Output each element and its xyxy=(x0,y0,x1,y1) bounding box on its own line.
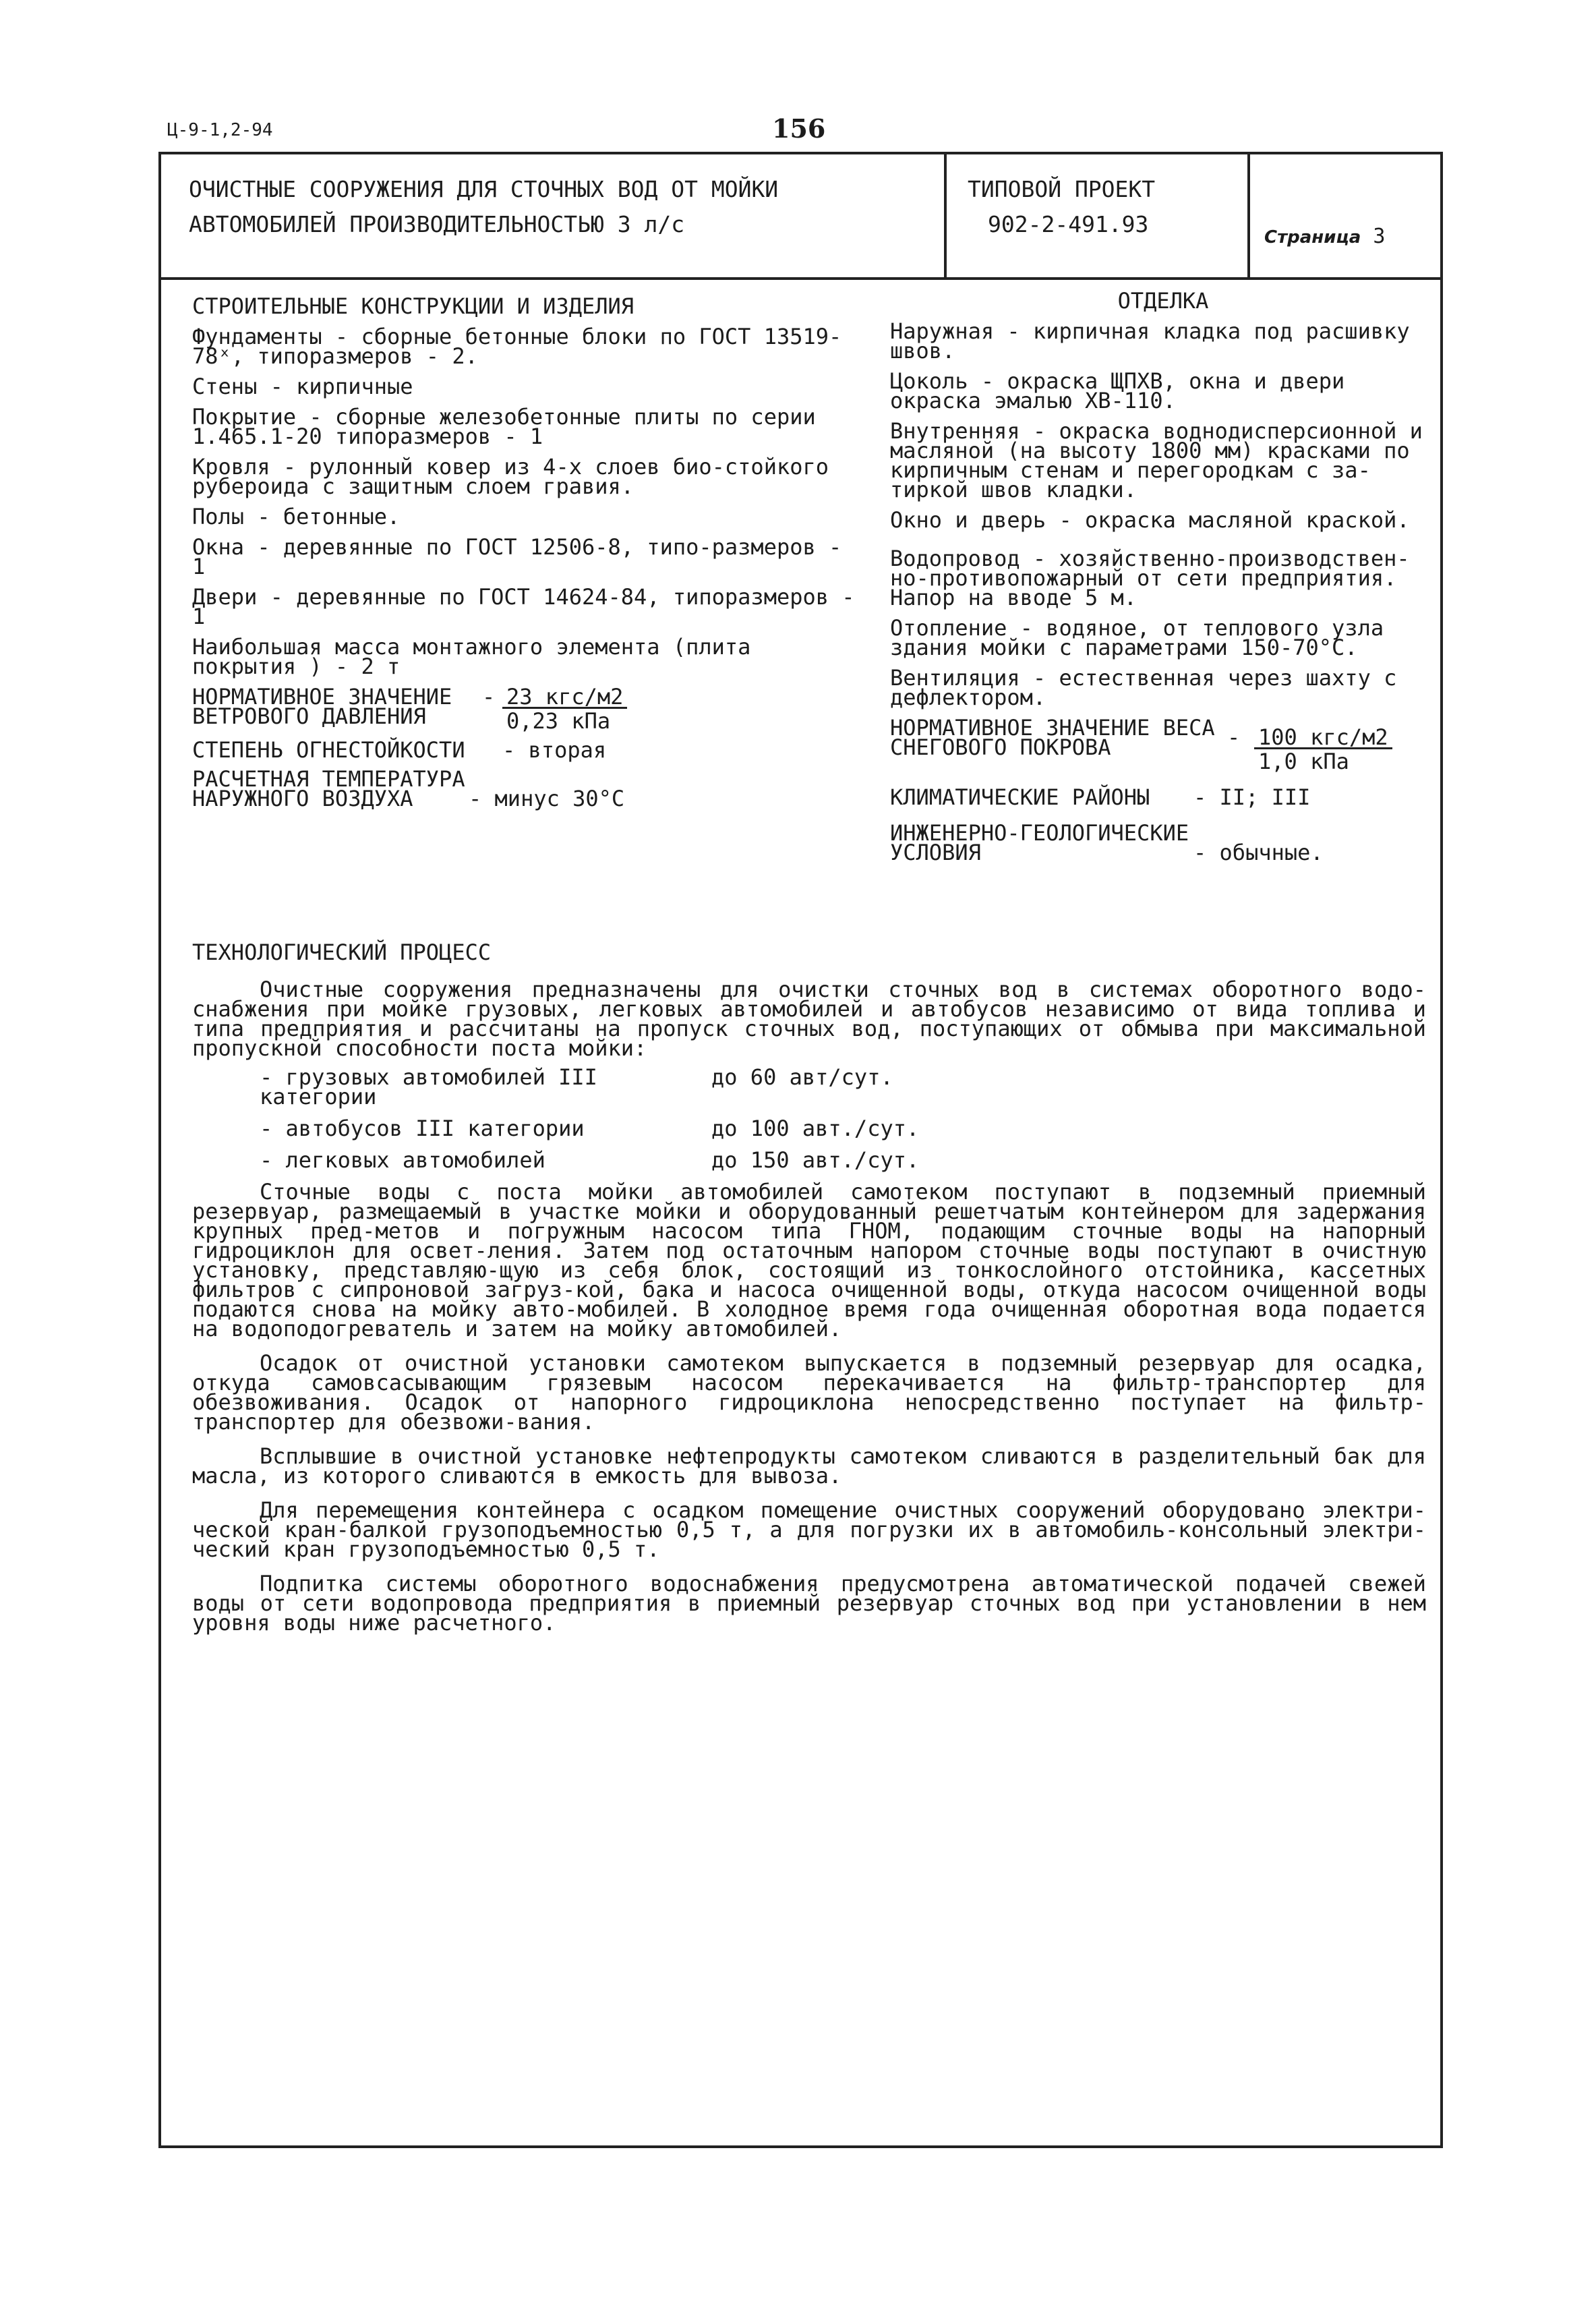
constructions-section xyxy=(192,293,866,811)
finishing-item: Вентиляция - естественная через шахту с дефлектором. xyxy=(890,665,1397,710)
throughput-type: - легковых автомобилей xyxy=(260,1147,545,1173)
process-section xyxy=(192,940,1426,1642)
climate-regions xyxy=(890,784,1436,810)
finishing-item: Отопление - водяное, от теплового узла здания мойки с параметрами 150-70°С. xyxy=(890,615,1384,660)
constructions-item: Фундаменты - сборные бетонные блоки по ГОСТ 13519-78ˣ, типоразмеров - 2. xyxy=(192,324,842,369)
process-paragraph: Сточные воды с поста мойки автомобилей самотеком поступают в подземный приемный резервуар, размещаемый в участке мойки и оборудованный решетчатым контейнером для задержания крупных пред-метов и погружным насосом типа ГНОМ, подающим сточные воды на напорный гидроциклон для освет-ления. Затем под остаточным напором сточные воды поступают в очистную установку, представляю-щую из себя блок, состоящий из тонкослойного отстойника, кассетных фильтров с сипроновой загруз-кой, бака и насоса очищенной воды, откуда насосом очищенной воды подаются снова на мойку авто-мобилей. В холодное время года очищенная оборотная вода подается на водоподогреватель и затем на мойку автомобилей. xyxy=(192,1179,1426,1341)
finishing-section xyxy=(890,288,1436,865)
snow-load-kgs: 100 кгс/м2 xyxy=(1254,728,1392,749)
geological-conditions-value: - обычные. xyxy=(1193,840,1324,865)
geological-conditions xyxy=(890,820,1436,865)
project-title-line-1: ОЧИСТНЫЕ СООРУЖЕНИЯ ДЛЯ СТОЧНЫХ ВОД ОТ МОЙКИ xyxy=(189,176,779,202)
process-intro: Очистные сооружения предназначены для очистки сточных вод в системах оборотного водо-снабжения при мойке грузовых, легковых автомобилей и автобусов независимо от вида топлива и типа предприятия и рассчитаны на пропуск сточных вод, поступающих от обмыва при максимальной пропускной способности поста мойки: xyxy=(192,977,1426,1061)
design-temperature xyxy=(192,766,866,811)
design-temperature-label: РАСЧЕТНАЯ ТЕМПЕРАТУРА НАРУЖНОГО ВОЗДУХА xyxy=(192,766,465,811)
sheet-label: Страница xyxy=(1264,227,1361,248)
fire-resistance-value: - вторая xyxy=(502,737,607,763)
constructions-item: Полы - бетонные. xyxy=(192,504,401,529)
process-paragraph: Подпитка системы оборотного водоснабжения предусмотрена автоматической подачей свежей воды от сети водопровода предприятия в приемный резервуар сточных вод при установлении в нем уровня воды ниже расчетного. xyxy=(192,1571,1426,1636)
throughput-value: до 100 авт./сут. xyxy=(711,1116,920,1141)
climate-regions-value: - II; III xyxy=(1193,784,1311,810)
snow-load-value xyxy=(1254,718,1392,772)
project-type-label: ТИПОВОЙ ПРОЕКТ xyxy=(968,176,1156,202)
project-type xyxy=(968,172,1155,242)
climate-regions-label: КЛИМАТИЧЕСКИЕ РАЙОНЫ xyxy=(890,784,1150,810)
snow-load xyxy=(890,715,1436,774)
throughput-type: - грузовых автомобилей III категории xyxy=(260,1064,597,1109)
finishing-item: Окно и дверь - окраска масляной краской. xyxy=(890,507,1410,533)
constructions-item: Окна - деревянные по ГОСТ 12506-8, типо-размеров - 1 xyxy=(192,534,842,579)
finishing-heading: ОТДЕЛКА xyxy=(1117,288,1209,314)
throughput-value: до 60 авт/сут. xyxy=(711,1064,893,1090)
wind-pressure-dash: - xyxy=(482,684,496,710)
fire-resistance-label: СТЕПЕНЬ ОГНЕСТОЙКОСТИ xyxy=(192,737,465,763)
document-code: Ц-9-1,2-94 xyxy=(167,120,273,140)
wind-pressure-label: НОРМАТИВНОЕ ЗНАЧЕНИЕ ВЕТРОВОГО ДАВЛЕНИЯ xyxy=(192,684,452,729)
snow-load-label: НОРМАТИВНОЕ ЗНАЧЕНИЕ ВЕСА СНЕГОВОГО ПОКРОВА xyxy=(890,715,1215,760)
wind-pressure-kgs: 23 кгс/м2 xyxy=(502,687,627,709)
sheet-number xyxy=(1264,225,1385,248)
list-item xyxy=(260,1064,1426,1109)
project-title-line-2: АВТОМОБИЛЕЙ ПРОИЗВОДИТЕЛЬНОСТЬЮ 3 л/с xyxy=(189,211,685,237)
fire-resistance xyxy=(192,737,866,763)
constructions-item: Наибольшая масса монтажного элемента (плита покрытия ) - 2 т xyxy=(192,634,751,679)
finishing-item: Цоколь - окраска ЩПХВ, окна и двери окраска эмалью ХВ-110. xyxy=(890,368,1345,413)
page-number: 156 xyxy=(772,113,826,144)
title-block-separator-2 xyxy=(1247,152,1250,280)
title-block-separator-1 xyxy=(944,152,947,280)
wind-pressure-kpa: 0,23 кПа xyxy=(506,708,611,734)
geological-conditions-label: ИНЖЕНЕРНО-ГЕОЛОГИЧЕСКИЕ УСЛОВИЯ xyxy=(890,820,1189,865)
wind-pressure-value xyxy=(502,684,627,734)
constructions-heading: СТРОИТЕЛЬНЫЕ КОНСТРУКЦИИ И ИЗДЕЛИЯ xyxy=(192,293,634,319)
project-number: 902-2-491.93 xyxy=(988,211,1149,237)
process-paragraph: Осадок от очистной установки самотеком выпускается в подземный резервуар для осадка, откуда самовсасывающим грязевым насосом перекачивается на фильтр-транспортер для обезвоживания. Осадок от напорного гидроциклона непосредственно поступает на фильтр-транспортер для обезвожи-вания. xyxy=(192,1350,1426,1435)
constructions-item: Кровля - рулонный ковер из 4-х слоев био-стойкого рубероида с защитным слоем гравия. xyxy=(192,454,829,499)
process-paragraph: Для перемещения контейнера с осадком помещение очистных сооружений оборудовано электри-ческой кран-балкой грузоподъемностью 0,5 т, а для погрузки их в автомобиль-консольный электри-ческий кран грузоподъемностью 0,5 т. xyxy=(192,1497,1426,1562)
project-title xyxy=(189,172,930,242)
list-item xyxy=(260,1116,1426,1141)
design-temperature-value: - минус 30°С xyxy=(469,786,625,811)
sheet-value: 3 xyxy=(1373,225,1386,248)
finishing-item: Наружная - кирпичная кладка под расшивку швов. xyxy=(890,318,1410,364)
constructions-item: Покрытие - сборные железобетонные плиты по серии 1.465.1-20 типоразмеров - 1 xyxy=(192,404,816,449)
snow-load-dash: - xyxy=(1227,724,1241,750)
process-paragraph: Всплывшие в очистной установке нефтепродукты самотеком сливаются в разделительный бак для масла, из которого сливаются в емкость для вывоза. xyxy=(192,1443,1426,1489)
title-block-divider xyxy=(158,277,1443,280)
constructions-item: Стены - кирпичные xyxy=(192,374,413,399)
process-heading: ТЕХНОЛОГИЧЕСКИЙ ПРОЦЕСС xyxy=(192,940,492,965)
wind-pressure xyxy=(192,684,866,734)
throughput-type: - автобусов III категории xyxy=(260,1116,585,1141)
snow-load-kpa: 1,0 кПа xyxy=(1258,749,1349,774)
title-block xyxy=(158,152,1443,280)
constructions-item: Двери - деревянные по ГОСТ 14624-84, типоразмеров - 1 xyxy=(192,584,855,629)
finishing-item: Водопровод - хозяйственно-производствен-но-противопожарный от сети предприятия. Напор на вводе 5 м. xyxy=(890,546,1410,610)
finishing-item: Внутренняя - окраска воднодисперсионной и масляной (на высоту 1800 мм) красками по кирпичным стенам и перегородкам с за-тиркой швов кладки. xyxy=(890,418,1423,502)
throughput-list xyxy=(192,1064,1426,1173)
throughput-value: до 150 авт./сут. xyxy=(711,1147,920,1173)
list-item xyxy=(260,1147,1426,1173)
